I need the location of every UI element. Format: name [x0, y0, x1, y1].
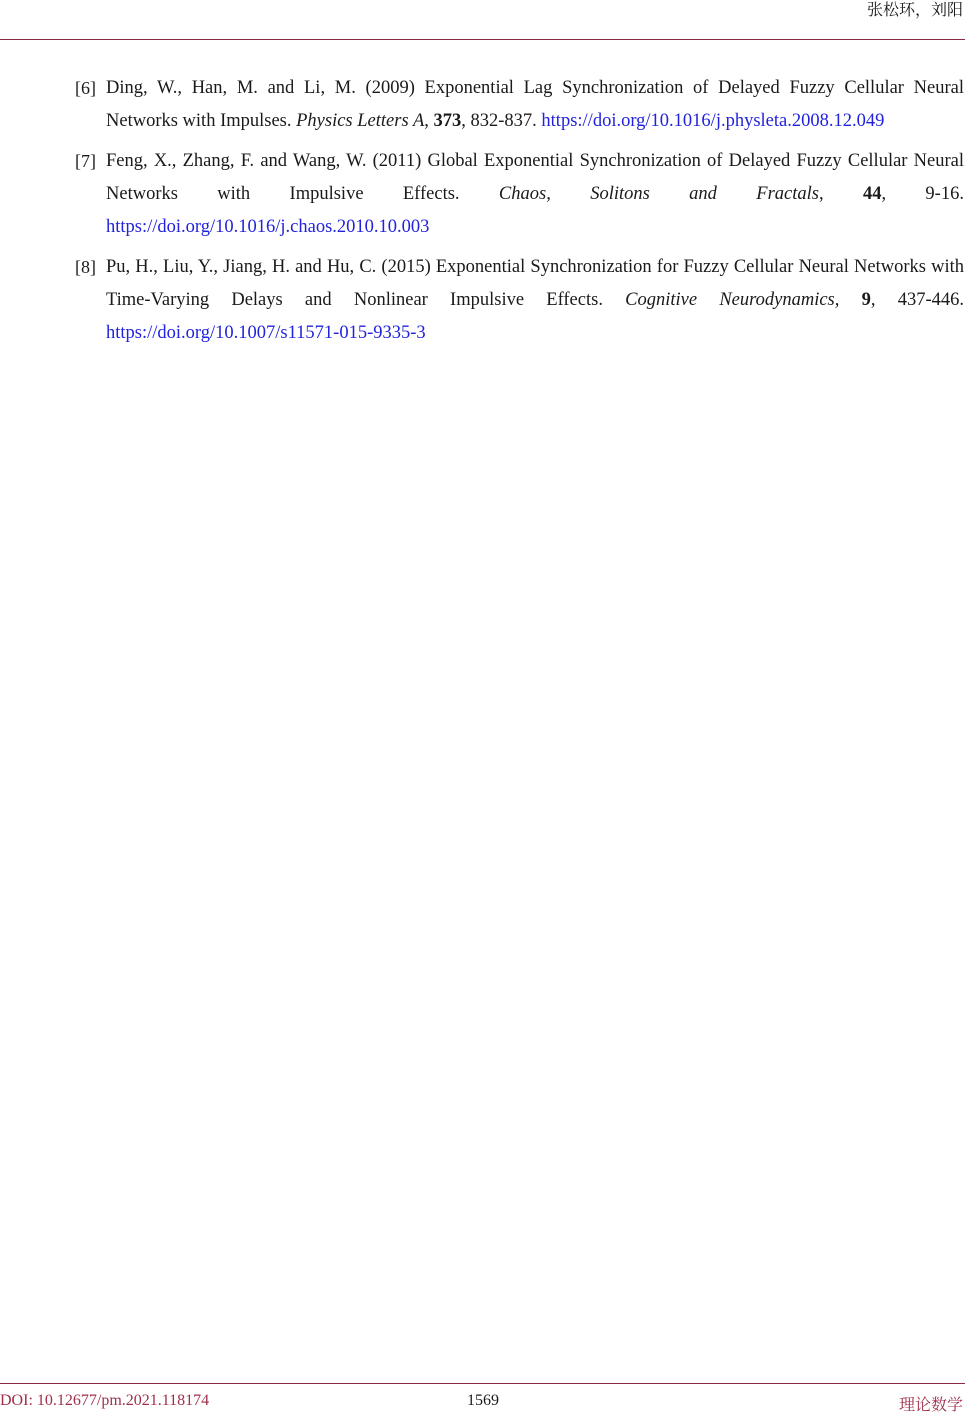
footer-journal-name: 理论数学 — [898, 1395, 963, 1414]
reference-number: [6] — [75, 78, 96, 98]
footer-doi: DOI: 10.12677/pm.2021.118174 — [0, 1392, 210, 1409]
reference-journal: Physics Letters A — [296, 111, 425, 131]
reference-doi-link[interactable]: https://doi.org/10.1016/j.physleta.2008.12.049 — [541, 111, 885, 131]
footer-page-number: 1569 — [467, 1392, 499, 1409]
reference-item — [0, 72, 965, 138]
page-footer — [0, 1383, 965, 1414]
reference-doi-link[interactable]: https://doi.org/10.1007/s11571-015-9335-3 — [106, 323, 426, 343]
reference-text: Ding, W., Han, M. and Li, M. (2009) Exponential Lag Synchronization of Delayed Fuzzy Cellular Neural Networks with Impulses. — [106, 78, 964, 131]
reference-body: Ding, W., Han, M. and Li, M. (2009) Exponential Lag Synchronization of Delayed Fuzzy Cellular Neural Networks with Impulses. Physics Letters A, 373, 832-837. https://doi.org/10.1016/j.physleta.2008.12.049 — [106, 78, 964, 131]
reference-volume: 9 — [861, 290, 871, 310]
running-header — [0, 0, 965, 40]
header-authors: 张松环，刘阳 — [866, 0, 963, 19]
reference-pages: , 832-837. — [461, 111, 542, 131]
reference-text: Pu, H., Liu, Y., Jiang, H. and Hu, C. (2015) Exponential Synchronization for Fuzzy Cellular Neural Networks with Time-Varying Delays and Nonlinear Impulsive Effects. — [106, 257, 964, 310]
reference-pages: , 437-446. — [870, 290, 964, 310]
reference-body: Pu, H., Liu, Y., Jiang, H. and Hu, C. (2015) Exponential Synchronization for Fuzzy Cellular Neural Networks with Time-Varying Delays and Nonlinear Impulsive Effects. Cognitive Neurodynamics, 9, 437-446. https://doi.org/10.1007/s11571-015-9335-3 — [106, 257, 964, 343]
reference-pages: , 9-16. — [881, 184, 964, 204]
reference-number: [7] — [75, 151, 96, 171]
reference-item — [0, 145, 965, 244]
reference-journal: Chaos, Solitons and Fractals — [498, 184, 819, 204]
reference-item — [0, 251, 965, 350]
reference-doi-link[interactable]: https://doi.org/10.1016/j.chaos.2010.10.003 — [106, 217, 430, 237]
reference-body: Feng, X., Zhang, F. and Wang, W. (2011) Global Exponential Synchronization of Delayed Fuzzy Cellular Neural Networks with Impulsive Effects. Chaos, Solitons and Fractals, 44, 9-16. https://doi.org/10.1016/j.chaos.2010.10.003 — [106, 151, 964, 237]
reference-journal: Cognitive Neurodynamics — [625, 290, 835, 310]
reference-text: Feng, X., Zhang, F. and Wang, W. (2011) Global Exponential Synchronization of Delayed Fuzzy Cellular Neural Networks with Impulsive Effects. — [106, 151, 964, 204]
reference-number: [8] — [75, 257, 96, 277]
reference-volume: 373 — [433, 111, 462, 131]
reference-volume: 44 — [862, 184, 882, 204]
reference-list — [0, 72, 965, 357]
